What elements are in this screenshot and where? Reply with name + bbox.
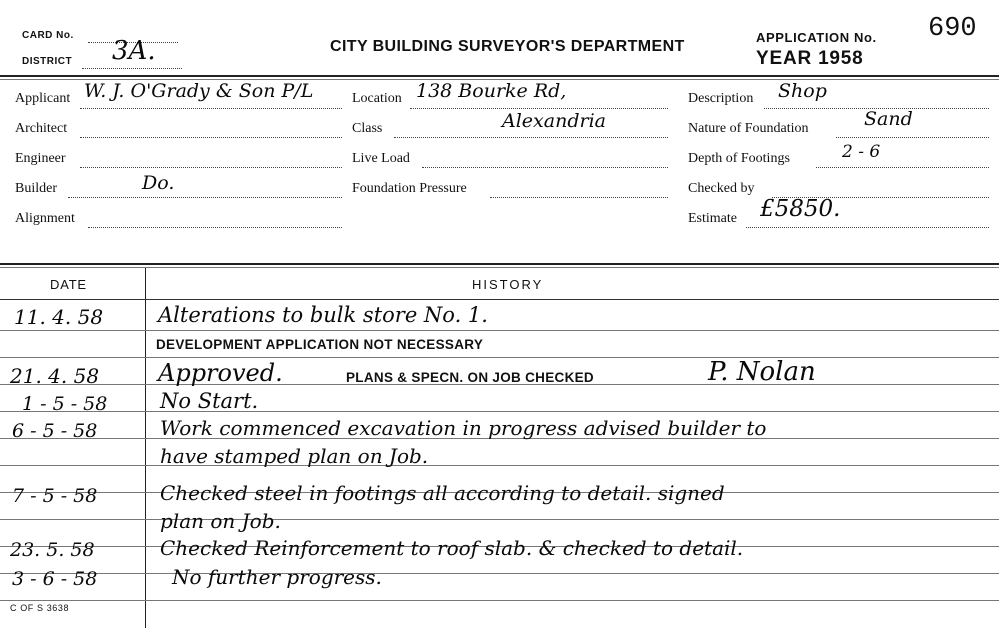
location-label: Location <box>352 91 402 106</box>
description-value: Shop <box>778 80 827 102</box>
class-line <box>394 137 668 138</box>
architect-label: Architect <box>15 121 68 136</box>
nature-of-foundation-value: Sand <box>864 108 913 130</box>
table-top-rule <box>0 263 999 265</box>
district-line <box>82 68 182 69</box>
signature: P. Nolan <box>708 357 816 387</box>
class-label: Class <box>352 121 383 136</box>
header-divider <box>0 75 999 77</box>
live-load-line <box>422 167 668 168</box>
row-text: Checked steel in footings all according to detail. signed <box>160 481 725 505</box>
class-value: Alexandria <box>502 110 606 132</box>
district-label: DISTRICT <box>22 56 73 67</box>
builder-value: Do. <box>142 172 175 194</box>
nature-of-foundation-label: Nature of Foundation <box>688 121 809 136</box>
district-value: 3A. <box>112 36 156 66</box>
row-date: 1 - 5 - 58 <box>22 393 108 415</box>
row-text: No further progress. <box>172 565 382 589</box>
row-date: 23. 5. 58 <box>10 539 95 561</box>
development-stamp: DEVELOPMENT APPLICATION NOT NECESSARY <box>156 337 484 352</box>
row-date: 11. 4. 58 <box>14 305 104 329</box>
foundation-pressure-line <box>490 197 668 198</box>
live-load-label: Live Load <box>352 151 410 166</box>
row-text: Work commenced excavation in progress advised builder to <box>160 416 767 440</box>
estimate-label: Estimate <box>688 211 737 226</box>
table-top-rule-thin <box>0 267 999 268</box>
applicant-label: Applicant <box>15 91 71 106</box>
foundation-pressure-label: Foundation Pressure <box>352 181 467 196</box>
applicant-value: W. J. O'Grady & Son P/L <box>84 80 314 102</box>
alignment-label: Alignment <box>15 211 75 226</box>
nature-of-foundation-line <box>836 137 989 138</box>
row-text: Alterations to bulk store No. 1. <box>158 303 488 327</box>
application-no-label: APPLICATION No. <box>756 30 877 45</box>
row-text: Approved. <box>158 359 283 387</box>
row-text: plan on Job. <box>160 509 281 533</box>
row-date: 7 - 5 - 58 <box>12 485 98 507</box>
year-label: YEAR 1958 <box>756 48 864 69</box>
card-no-label: CARD No. <box>22 30 74 41</box>
ruled-line <box>0 465 999 466</box>
depth-of-footings-value: 2 - 6 <box>842 142 881 162</box>
engineer-line <box>80 167 342 168</box>
date-column-divider <box>145 268 146 628</box>
estimate-value: £5850. <box>760 196 841 222</box>
estimate-line <box>746 227 989 228</box>
location-value: 138 Bourke Rd, <box>416 80 567 102</box>
ruled-line <box>0 357 999 358</box>
ruled-line <box>0 330 999 331</box>
checked-by-label: Checked by <box>688 181 755 196</box>
row-text: have stamped plan on Job. <box>160 444 429 468</box>
history-header: HISTORY <box>472 277 544 292</box>
plans-checked-stamp: PLANS & SPECN. ON JOB CHECKED <box>346 370 594 385</box>
ruled-line <box>0 411 999 412</box>
form-code: C OF S 3638 <box>10 603 70 613</box>
ruled-line <box>0 573 999 574</box>
table-header-rule <box>0 299 999 300</box>
builder-label: Builder <box>15 181 57 196</box>
builder-line <box>68 197 342 198</box>
architect-line <box>80 137 342 138</box>
location-line <box>410 108 668 109</box>
row-date: 3 - 6 - 58 <box>12 568 98 590</box>
description-label: Description <box>688 91 754 106</box>
department-title: CITY BUILDING SURVEYOR'S DEPARTMENT <box>330 38 685 55</box>
depth-of-footings-line <box>816 167 989 168</box>
row-date: 6 - 5 - 58 <box>12 420 98 442</box>
row-text: Checked Reinforcement to roof slab. & checked to detail. <box>160 536 744 560</box>
application-no-value: 690 <box>928 14 977 44</box>
applicant-line <box>80 108 342 109</box>
date-header: DATE <box>50 277 87 292</box>
ruled-line <box>0 600 999 601</box>
engineer-label: Engineer <box>15 151 66 166</box>
depth-of-footings-label: Depth of Footings <box>688 151 790 166</box>
ruled-line <box>0 519 999 520</box>
alignment-line <box>88 227 342 228</box>
row-date: 21. 4. 58 <box>10 364 100 388</box>
row-text: No Start. <box>160 389 259 413</box>
